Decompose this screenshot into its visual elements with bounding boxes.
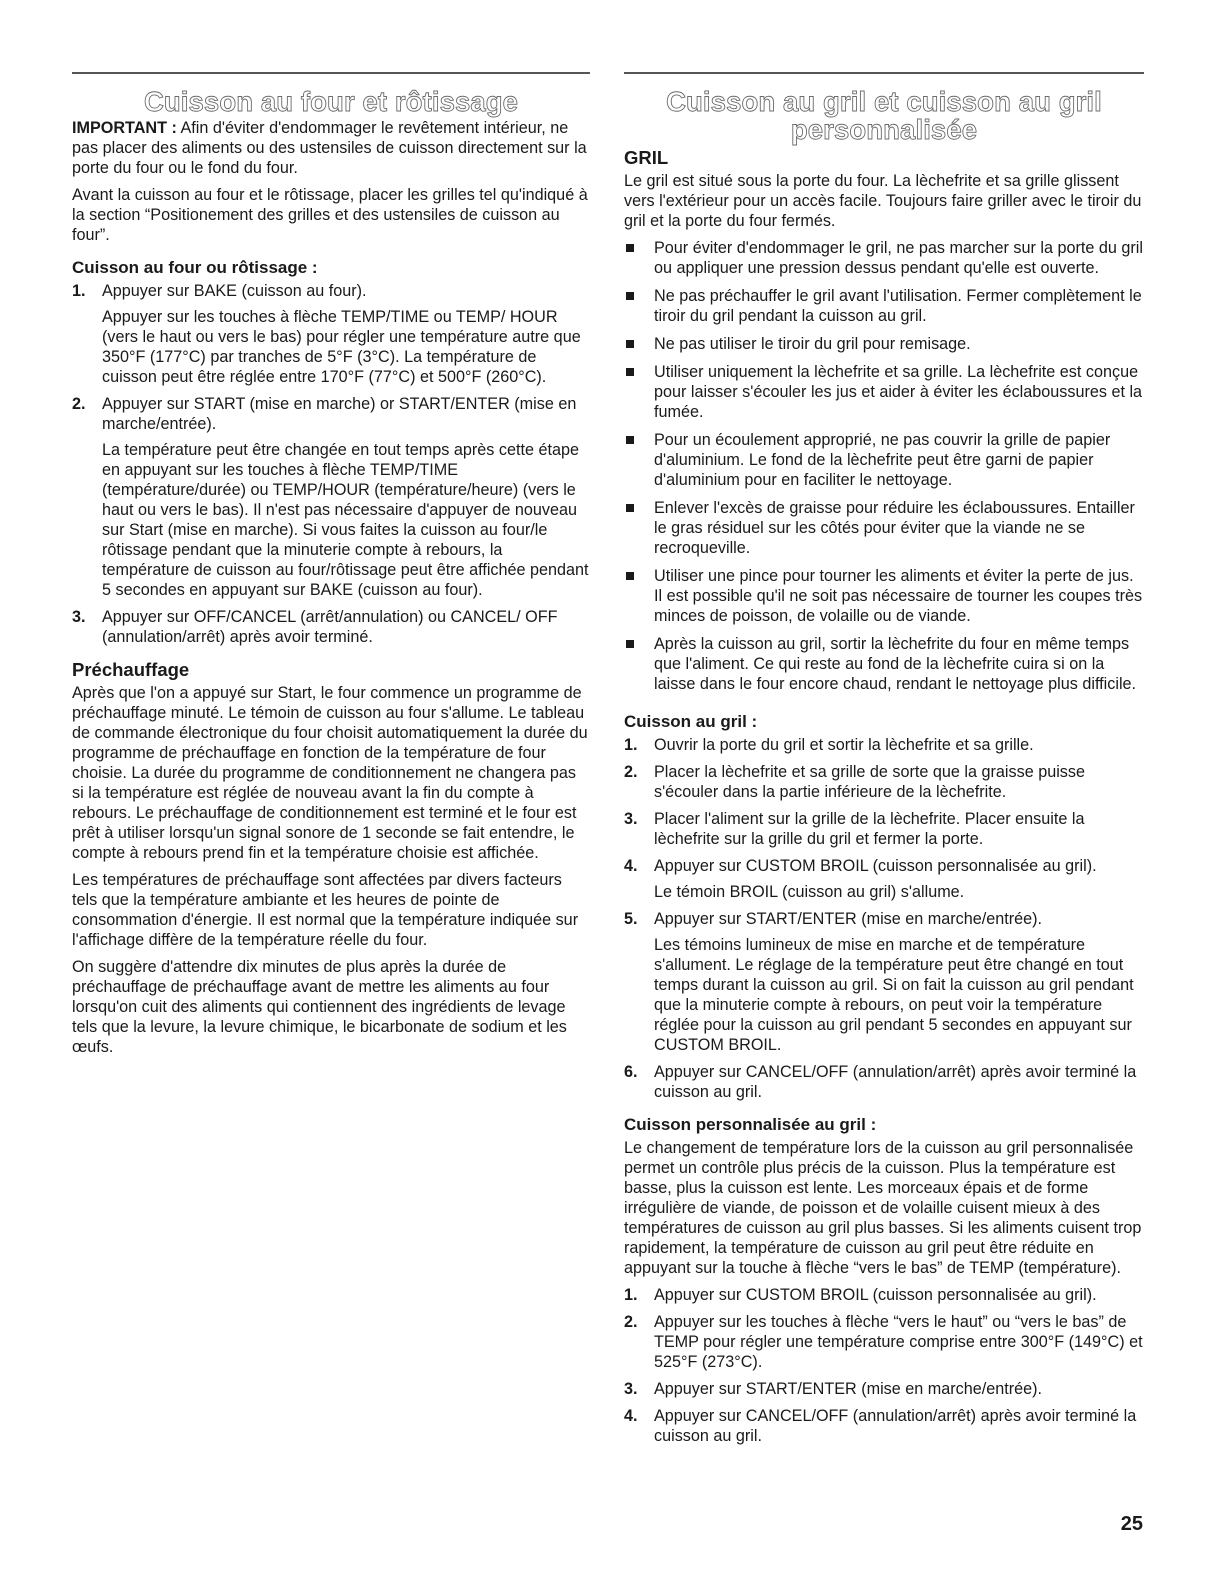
step-item (624, 735, 1144, 755)
step-item (72, 394, 590, 600)
step-item (624, 1379, 1144, 1399)
step-number: 2. (624, 763, 638, 781)
step-number: 2. (624, 1313, 638, 1331)
bake-steps (72, 281, 590, 647)
square-bullet-icon (626, 292, 634, 300)
bullet-item (624, 286, 1144, 326)
preheat-body (72, 683, 590, 1057)
bullet-item (624, 362, 1144, 422)
step-text: Appuyer sur CANCEL/OFF (annulation/arrêt) après avoir terminé la cuisson au gril. (654, 1063, 1137, 1101)
bullet-item (624, 566, 1144, 626)
step-text: Les témoins lumineux de mise en marche et de température s'allument. Le réglage de la température peut être changé en tout temps durant la cuisson au gril. Si on fait la cuisson au gril pendant que la minuterie compte à rebours, on peut voir la température réglée pour la cuisson au gril pendant 5 secondes en appuyant sur CUSTOM BROIL. (654, 936, 1134, 1054)
broil-heading: Cuisson au gril : (624, 712, 758, 731)
step-number: 3. (624, 810, 638, 828)
step-number: 5. (624, 910, 638, 928)
broil-steps (624, 735, 1144, 1102)
step-item (72, 281, 590, 387)
step-item (72, 607, 590, 647)
bullet-text: Utiliser une pince pour tourner les aliments et éviter la perte de jus. Il est possible qu'il ne soit pas nécessaire de tourner les coupes très minces de poisson, de volaille ou de viande. (654, 567, 1143, 625)
square-bullet-icon (626, 436, 634, 444)
bullet-item (624, 334, 1144, 354)
important-label: IMPORTANT : (72, 119, 177, 137)
bullet-item (624, 634, 1144, 694)
step-item (624, 809, 1144, 849)
step-number: 4. (624, 1407, 638, 1425)
step-text: Placer l'aliment sur la grille de la lèchefrite. Placer ensuite la lèchefrite sur la grille du gril et fermer la porte. (654, 810, 1085, 848)
body-paragraph: On suggère d'attendre dix minutes de plus après la durée de préchauffage de préchauffage avant de mettre les aliments au four lorsqu'on cuit des aliments qui contiennent des ingrédients de levage tels que la levure, la levure chimique, le bicarbonate de sodium et les œufs. (72, 958, 567, 1056)
step-number: 3. (72, 608, 86, 626)
step-item (624, 1062, 1144, 1102)
bullet-text: Ne pas préchauffer le gril avant l'utilisation. Fermer complètement le tiroir du gril pendant la cuisson au gril. (654, 287, 1142, 325)
bullet-text: Ne pas utiliser le tiroir du gril pour remisage. (654, 335, 971, 353)
step-text: Appuyer sur START/ENTER (mise en marche/entrée). (654, 1380, 1043, 1398)
square-bullet-icon (626, 244, 634, 252)
top-rule (72, 72, 590, 74)
bullet-item (624, 238, 1144, 278)
body-paragraph: Les températures de préchauffage sont affectées par divers facteurs tels que la température ambiante et les heures de pointe de consommation d'énergie. Il est normal que la température indiquée sur l'affichage diffère de la température réelle du four. (72, 871, 579, 949)
gril-heading: GRIL (624, 147, 669, 168)
step-number: 2. (72, 395, 86, 413)
bullet-item (624, 498, 1144, 558)
step-text: Appuyer sur CUSTOM BROIL (cuisson personnalisée au gril). (654, 1286, 1097, 1304)
intro-paragraph: Avant la cuisson au four et le rôtissage, placer les grilles tel qu'indiqué à la section “Positionement des grilles et des ustensiles de cuisson au four”. (72, 186, 588, 244)
step-text: Placer la lèchefrite et sa grille de sorte que la graisse puisse s'écouler dans la partie inférieure de la lèchefrite. (654, 763, 1085, 801)
custom-broil-intro: Le changement de température lors de la cuisson au gril personnalisée permet un contrôle plus précis de la cuisson. Plus la température est basse, plus la cuisson est lente. Les morceaux épais et de forme irrégulière de viande, de poisson et de volaille cuisent mieux à des températures de cuisson au gril plus basses. Si les aliments cuisent trop rapidement, la température de cuisson au gril peut être réduite en appuyant sur la touche à flèche “vers le bas” de TEMP (température). (624, 1139, 1142, 1277)
step-item (624, 909, 1144, 1055)
square-bullet-icon (626, 340, 634, 348)
bullet-text: Pour éviter d'endommager le gril, ne pas marcher sur la porte du gril ou appliquer une pression dessus pendant qu'elle est ouverte. (654, 239, 1143, 277)
step-text: Appuyer sur START/ENTER (mise en marche/entrée). (654, 910, 1043, 928)
bullet-text: Utiliser uniquement la lèchefrite et sa grille. La lèchefrite est conçue pour laisser s'écouler les jus et aider à éviter les éclaboussures et la fumée. (654, 363, 1143, 421)
section-heading: Cuisson au gril et cuisson au gril personnalisée (666, 86, 1102, 145)
step-text: Appuyer sur BAKE (cuisson au four). (102, 282, 367, 300)
right-column (624, 72, 1144, 1453)
gril-bullets (624, 238, 1144, 694)
important-note (72, 118, 590, 178)
step-text: Appuyer sur CANCEL/OFF (annulation/arrêt) après avoir terminé la cuisson au gril. (654, 1407, 1137, 1445)
section-heading: Cuisson au four et rôtissage (143, 86, 519, 117)
step-item (624, 762, 1144, 802)
step-item (624, 856, 1144, 902)
step-number: 3. (624, 1380, 638, 1398)
body-paragraph: Après que l'on a appuyé sur Start, le four commence un programme de préchauffage minuté. Le témoin de cuisson au four s'allume. Le tableau de commande électronique du four choisit automatiquement la durée du programme de préchauffage en fonction de la température de four choisie. La durée du programme de conditionnement ne changera pas si la température est réglée de nouveau avant la fin du compte à rebours. Le préchauffage de conditionnement est terminé et le four est prêt à utiliser lorsqu'un signal sonore de 1 seconde se fait entendre, le compte à rebours prend fin et la température choisie est affichée. (72, 684, 588, 862)
left-column (72, 72, 590, 1064)
square-bullet-icon (626, 504, 634, 512)
step-text: Appuyer sur START (mise en marche) or START/ENTER (mise en marche/entrée). (102, 395, 577, 433)
step-text: La température peut être changée en tout temps après cette étape en appuyant sur les touches à flèche TEMP/TIME (température/durée) ou TEMP/HOUR (température/heure) (vers le haut ou vers le bas). Il n'est pas nécessaire d'appuyer de nouveau sur Start (mise en marche). Si vous faites la cuisson au four/le rôtissage pendant que la minuterie compte à rebours, la température de cuisson au four/rôtissage peut être affichée pendant 5 secondes en appuyant sur BAKE (cuisson au four). (102, 441, 589, 599)
step-text: Appuyer sur OFF/CANCEL (arrêt/annulation) ou CANCEL/ OFF (annulation/arrêt) après avoir terminé. (102, 608, 558, 646)
page-number: 25 (1120, 1513, 1143, 1535)
preheat-heading: Préchauffage (72, 659, 190, 680)
square-bullet-icon (626, 572, 634, 580)
top-rule (624, 72, 1144, 74)
custom-broil-steps (624, 1285, 1144, 1446)
step-text: Ouvrir la porte du gril et sortir la lèchefrite et sa grille. (654, 736, 1034, 754)
step-text: Appuyer sur les touches à flèche TEMP/TIME ou TEMP/ HOUR (vers le haut ou vers le bas) pour régler une température autre que 350°F (177°C) par tranches de 5°F (3°C). La température de cuisson peut être réglée entre 170°F (77°C) et 500°F (260°C). (102, 308, 581, 386)
bake-heading: Cuisson au four ou rôtissage : (72, 258, 318, 277)
step-text: Appuyer sur CUSTOM BROIL (cuisson personnalisée au gril). (654, 857, 1097, 875)
step-text: Le témoin BROIL (cuisson au gril) s'allume. (654, 883, 965, 901)
step-item (624, 1312, 1144, 1372)
step-item (624, 1406, 1144, 1446)
step-number: 1. (72, 282, 86, 300)
gril-intro: Le gril est situé sous la porte du four. La lèchefrite et sa grille glissent vers l'extérieur pour un accès facile. Toujours faire griller avec le tiroir du gril et la porte du four fermés. (624, 172, 1142, 230)
step-number: 1. (624, 1286, 638, 1304)
important-text: Afin d'éviter d'endommager le revêtement intérieur, ne pas placer des aliments ou des ustensiles de cuisson directement sur la porte du four ou le fond du four. (72, 119, 587, 177)
step-text: Appuyer sur les touches à flèche “vers le haut” ou “vers le bas” de TEMP pour régler une température comprise entre 300°F (149°C) et 525°F (273°C). (654, 1313, 1143, 1371)
square-bullet-icon (626, 640, 634, 648)
bullet-text: Pour un écoulement approprié, ne pas couvrir la grille de papier d'aluminium. Le fond de la lèchefrite peut être garni de papier d'aluminium pour en faciliter le nettoyage. (654, 431, 1111, 489)
bullet-text: Après la cuisson au gril, sortir la lèchefrite du four en même temps que l'aliment. Ce qui reste au fond de la lèchefrite cuira si on la laisse dans le four encore chaud, rendant le nettoyage plus difficile. (654, 635, 1137, 693)
step-item (624, 1285, 1144, 1305)
bullet-item (624, 430, 1144, 490)
bullet-text: Enlever l'excès de graisse pour réduire les éclaboussures. Entailler le gras résiduel sur les côtés pour éviter que la viande ne se recroqueville. (654, 499, 1135, 557)
step-number: 4. (624, 857, 638, 875)
step-number: 6. (624, 1063, 638, 1081)
square-bullet-icon (626, 368, 634, 376)
step-number: 1. (624, 736, 638, 754)
custom-broil-heading: Cuisson personnalisée au gril : (624, 1115, 877, 1134)
